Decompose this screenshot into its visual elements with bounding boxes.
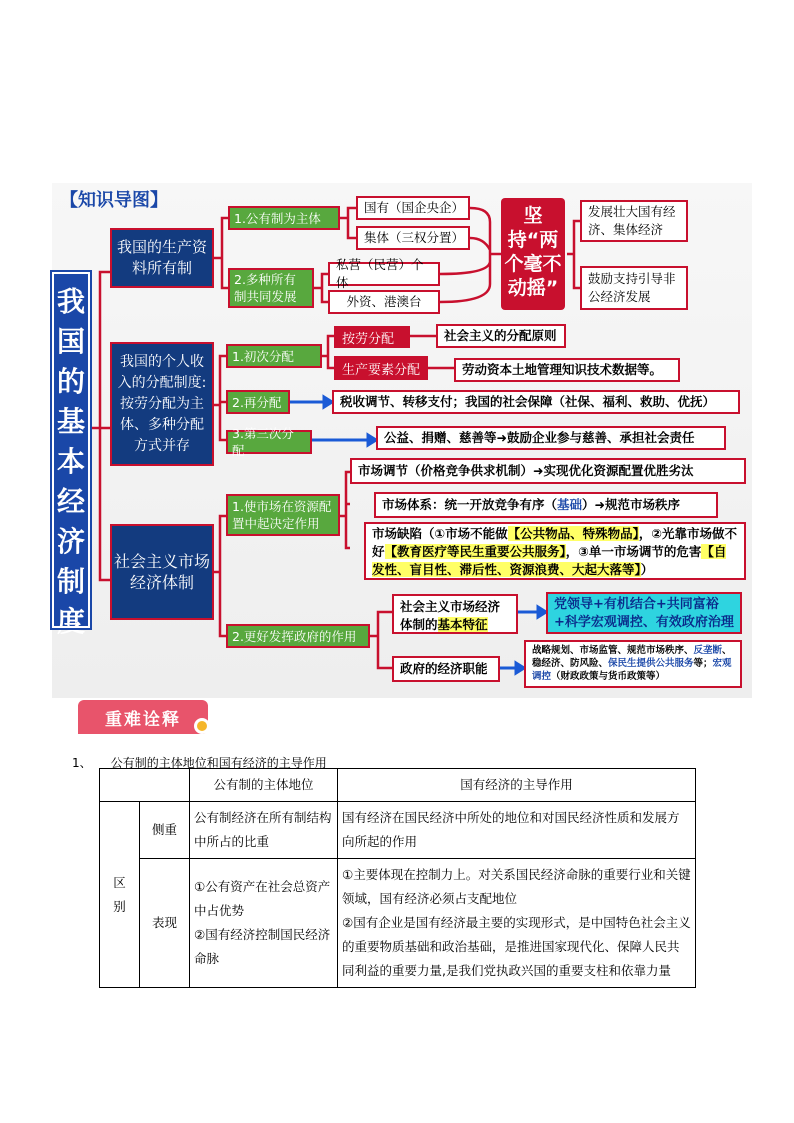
feature-desc-node: 党领导+有机结合+共同富裕+科学宏观调控、有效政府治理 — [546, 592, 742, 634]
second-distribution-node: 2.再分配 — [226, 390, 290, 414]
second-desc-node: 税收调节、转移支付；我国的社会保障（社保、福利、救助、优抚） — [332, 390, 740, 414]
factors-desc-node: 劳动资本土地管理知识技术数据等。 — [454, 358, 680, 382]
functions-text-d: 保民生提供公共服务 — [608, 658, 694, 669]
functions-text-c: 、稳经济、防风险、 — [532, 645, 732, 669]
functions-text-e: 等； — [693, 658, 713, 669]
table-row-label: 侧重 — [140, 802, 190, 859]
section-number: 1、 — [72, 756, 92, 770]
develop-node: 发展壮大国有经济、集体经济 — [580, 200, 688, 242]
collective-node: 集体（三权分置） — [356, 226, 470, 250]
table-row — [100, 859, 696, 988]
third-desc-node: 公益、捐赠、慈善等➜鼓励企业参与慈善、承担社会责任 — [376, 426, 726, 450]
basic-feature-node — [392, 594, 518, 634]
table-cell — [190, 859, 338, 988]
state-owned-node: 国有（国企央企） — [356, 196, 470, 220]
market-system-text-b: 基础 — [557, 497, 583, 512]
ownership-node: 我国的生产资料所有制 — [110, 228, 214, 288]
gov-functions-desc-node — [524, 640, 742, 688]
feature-text-b: 基本特征 — [437, 617, 488, 632]
table-row-label: 表现 — [140, 859, 190, 988]
labor-node: 按劳分配 — [334, 326, 410, 348]
market-system-text-c: ）➜规范市场秩序 — [582, 497, 681, 512]
factors-node: 生产要素分配 — [334, 356, 428, 380]
table-row — [100, 802, 696, 859]
failure-text-f: 【自发性、盲目性、滞后性、资源浪费、大起大落等】 — [372, 544, 727, 577]
first-distribution-node: 1.初次分配 — [226, 344, 322, 368]
failure-text-e: ，③单一市场调节的危害 — [565, 544, 702, 559]
failure-text-a: 市场缺陷（①市场不能做 — [372, 526, 508, 541]
gov-functions-node: 政府的经济职能 — [392, 656, 500, 682]
distribution-node: 我国的个人收入的分配制度:按劳分配为主体、多种分配方式并存 — [110, 342, 214, 466]
map-title: 【知识导图】 — [60, 190, 168, 211]
table-header-row — [100, 769, 696, 802]
two-unwavering-node: 坚持“两个毫不动摇” — [501, 198, 565, 310]
comparison-table — [99, 768, 696, 988]
functions-text-g: （财政政策与货币政策等） — [551, 671, 666, 682]
failure-text-b: 【公共物品、特殊物品】 — [507, 526, 639, 541]
table-group-label: 区别 — [100, 802, 140, 988]
table-cell-line: ①主要体现在控制力上。对关系国民经济命脉的重要行业和关键领域，国有经济必须占支配地位 — [342, 867, 691, 906]
private-node: 私营（民营）个体 — [328, 262, 440, 286]
functions-text-b: 反垄断 — [693, 645, 723, 656]
section-title-text: 公有制的主体地位和国有经济的主导作用 — [110, 756, 327, 770]
functions-text-a: 战略规划、市场监管、规范市场秩序、 — [532, 645, 694, 656]
table-cell: 公有制经济在所有制结构中所占的比重 — [190, 802, 338, 859]
government-role-node: 2.更好发挥政府的作用 — [226, 624, 370, 648]
table-header-public: 公有制的主体地位 — [190, 769, 338, 802]
third-distribution-node: 3.第三次分配 — [226, 430, 312, 454]
public-main-node: 1.公有制为主体 — [228, 206, 340, 230]
table-cell — [338, 859, 696, 988]
market-regulation-node: 市场调节（价格竞争供求机制）➜实现优化资源配置优胜劣汰 — [350, 458, 746, 484]
market-economy-node: 社会主义市场经济体制 — [110, 524, 214, 620]
table-cell-line: ②国有企业是国有经济最主要的实现形式，是中国特色社会主义的重要物质基础和政治基础，是推进国家现代化、保障人民共同利益的重要力量,是我们党执政兴国的重要支柱和依靠力量 — [342, 915, 691, 978]
feature-text-a: 社会主义市场经济体制的 — [400, 599, 501, 632]
decisive-role-node: 1.使市场在资源配置中起决定作用 — [226, 494, 340, 536]
labor-desc-node: 社会主义的分配原则 — [436, 324, 566, 348]
table-corner-cell — [100, 769, 190, 802]
table-cell: 国有经济在国民经济中所处的地位和对国民经济性质和发展方向所起的作用 — [338, 802, 696, 859]
market-failure-node — [364, 522, 746, 580]
functions-text-f: 宏观调控 — [532, 658, 732, 682]
encourage-node: 鼓励支持引导非公经济发展 — [580, 266, 688, 310]
failure-text-g: ） — [640, 562, 654, 577]
failure-text-d: 【教育医疗等民生重要公共服务】 — [384, 544, 566, 559]
market-system-text-a: 市场体系：统一开放竞争有序（ — [382, 497, 558, 512]
table-header-state: 国有经济的主导作用 — [338, 769, 696, 802]
foreign-node: 外资、港澳台 — [328, 290, 440, 314]
market-system-node — [374, 492, 718, 518]
table-cell-line: ②国有经济控制国民经济命脉 — [194, 927, 331, 966]
table-cell-line: ①公有资产在社会总资产中占优势 — [194, 879, 331, 918]
multi-ownership-node: 2.多种所有制共同发展 — [228, 268, 314, 308]
banner-decoration-icon — [194, 718, 210, 734]
root-node: 我国的基本经济制度 — [52, 272, 90, 628]
key-points-banner: 重难诠释 — [78, 700, 208, 734]
failure-text-c: ，②光靠市场做不好 — [372, 526, 737, 559]
